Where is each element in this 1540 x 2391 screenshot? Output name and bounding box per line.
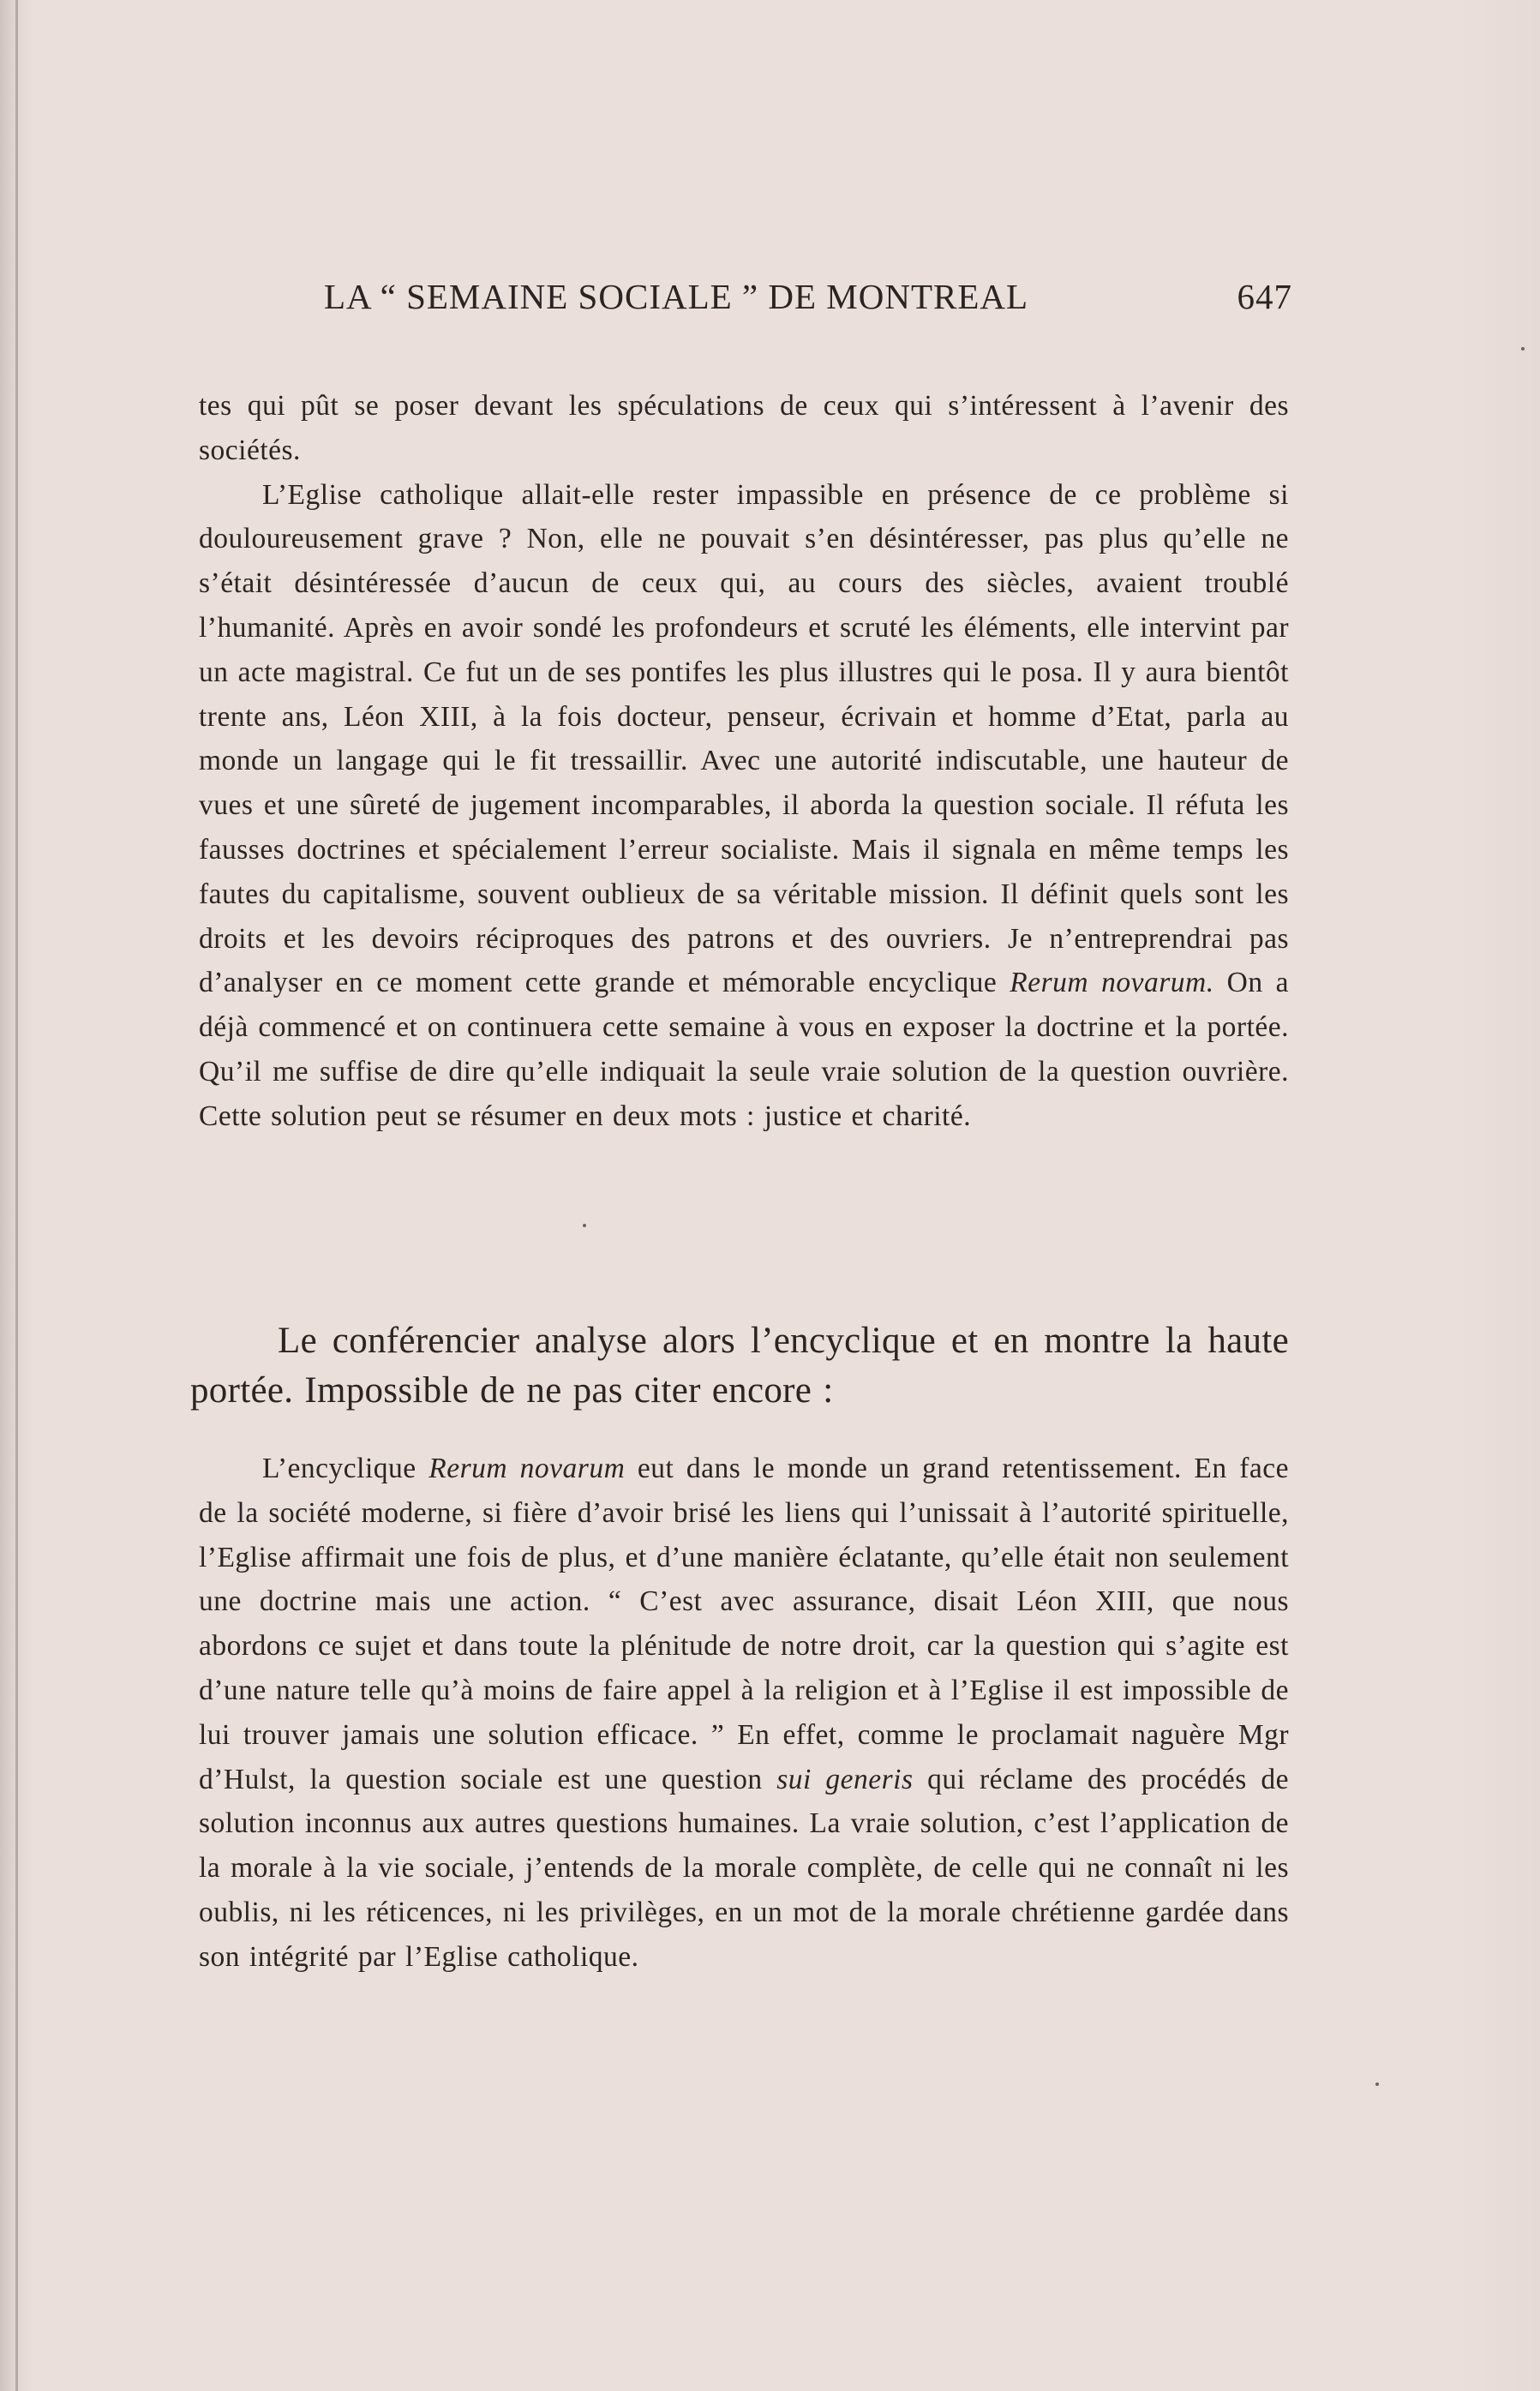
- intro-paragraph: Le conférencier analyse alors l’encyclique et en montre la haute portée. Impossible de ne pas citer encore :: [190, 1321, 1289, 1411]
- encyclical-title: Rerum novarum: [428, 1453, 626, 1484]
- paragraph-encyclique-start: L’encyclique: [262, 1453, 416, 1484]
- paragraph-eglise-text-end: On a déjà commencé et on continuera cette semaine à vous en exposer la doctrine et la portée. Qu’il me suffise de dire qu’elle indiquait la seule vraie solution de la question ouvrière. Cette solution peut se résumer en deux mots : justice et charité.: [199, 967, 1290, 1132]
- paragraph-encyclique: [199, 1447, 1289, 1980]
- paper-speck: [1375, 2082, 1379, 2086]
- body-text-section-2: [199, 1447, 1289, 1980]
- body-text-section-1: [199, 384, 1289, 1139]
- paragraph-eglise-text: L’Eglise catholique allait-elle rester impassible en présence de ce problème si douloureusement grave ? Non, elle ne pouvait s’en désintéresser, pas plus qu’elle ne s’était désintéressée d’aucun de ceux qui, au cours des siècles, avaient troublé l’humanité. Après en avoir sondé les profondeurs et scruté les éléments, elle intervint par un acte magistral. Ce fut un de ses pontifes les plus illustres qui le posa. Il y aura bientôt trente ans, Léon XIII, à la fois docteur, penseur, écrivain et homme d’Etat, parla au monde un langage qui le fit tressaillir. Avec une autorité indiscutable, une hauteur de vues et une sûreté de jugement incomparables, il aborda la question sociale. Il réfuta les fausses doctrines et spécialement l’erreur socialiste. Mais il signala en même temps les fautes du capitalisme, souvent oublieux de sa véritable mission. Il définit quels sont les droits et les devoirs réciproques des patrons et des ouvriers. Je n’entreprendrai pas d’analyser en ce moment cette grande et mémorable encyclique: [199, 478, 1289, 999]
- editorial-intro: [190, 1316, 1289, 1416]
- paragraph-continued: tes qui pût se poser devant les spéculations de ceux qui s’intéressent à l’avenir des sociétés.: [199, 390, 1289, 466]
- encyclical-title: Rerum novarum.: [1010, 967, 1214, 999]
- paper-speck: [1521, 347, 1525, 351]
- binding-gutter: [15, 0, 18, 2391]
- paragraph-encyclique-end: qui réclame des procédés de solution inconnus aux autres questions humaines. La vraie solution, c’est l’application de la morale à la vie sociale, j’entends de la morale complète, de celle qui ne connaît ni les oublis, ni les réticences, ni les privilèges, en un mot de la morale chrétienne gardée dans son intégrité par l’Eglise catholique.: [199, 1763, 1289, 1973]
- running-title: LA “ SEMAINE SOCIALE ” DE MONTREAL: [324, 277, 1029, 316]
- latin-phrase: sui generis: [776, 1763, 914, 1795]
- paragraph-eglise: [199, 473, 1289, 1139]
- paper-speck: [583, 1224, 586, 1227]
- paragraph-encyclique-middle: eut dans le monde un grand retentissement. En face de la société moderne, si fière d’avoir brisé les liens qui l’unissait à l’autorité spirituelle, l’Eglise affirmait une fois de plus, et d’une manière éclatante, qu’elle était non seulement une doctrine mais une action. “ C’est avec assurance, disait Léon XIII, que nous abordons ce sujet et dans toute la plénitude de notre droit, car la question qui s’agite est d’une nature telle qu’à moins de faire appel à la religion et à l’Eglise il est impossible de lui trouver jamais une solution efficace. ” En effet, comme le proclamait naguère Mgr d’Hulst, la question sociale est une question: [199, 1453, 1289, 1795]
- running-head: [324, 276, 1292, 319]
- page-number: 647: [1237, 277, 1292, 316]
